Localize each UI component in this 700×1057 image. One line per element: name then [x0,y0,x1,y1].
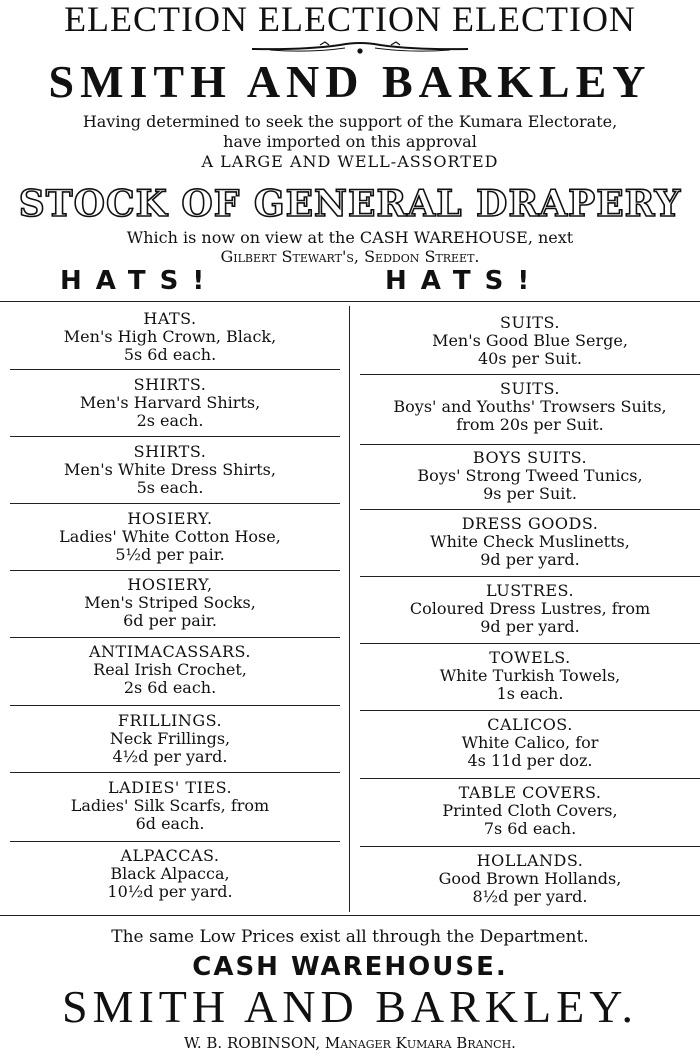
item-heading: HOSIERY. [127,509,213,528]
item-description: Real Irish Crochet, [93,660,247,679]
item-price: 7s 6d each. [483,819,577,838]
item-description: Men's Striped Socks, [84,593,256,612]
item-description: Good Brown Hollands, [438,869,622,888]
item-description: Boys' and Youths' Trowsers Suits, [393,397,667,416]
list-item [360,380,700,434]
item-description: White Calico, for [461,733,599,752]
item-divider [360,643,700,644]
item-heading: SUITS. [500,379,560,398]
list-item [360,582,700,636]
item-heading: CALICOS. [487,715,573,734]
item-description: Ladies' Silk Scarfs, from [70,796,270,815]
item-heading: SHIRTS. [133,442,207,461]
item-description: Ladies' White Cotton Hose, [59,527,281,546]
list-item [360,716,700,770]
list-item [360,515,700,569]
view-text [0,228,700,266]
item-price: 5s each. [136,478,204,497]
view-line-2: Gilbert Stewart's, Seddon Street. [220,247,480,266]
item-description: Black Alpacca, [110,864,230,883]
list-item [360,784,700,838]
column-divider [349,306,350,912]
list-item [0,443,340,497]
hats-banner-left [60,266,204,296]
item-price: 4½d per yard. [112,747,228,766]
item-divider [360,444,700,445]
item-divider [10,503,340,504]
list-item [0,510,340,564]
item-description: Boys' Strong Tweed Tunics, [417,466,643,485]
bottom-divider [0,915,700,916]
item-price: 5s 6d each. [123,345,217,364]
item-heading: FRILLINGS. [117,711,223,730]
intro-text [0,112,700,172]
item-description: White Turkish Towels, [439,666,621,685]
item-price: 1s each. [496,684,564,703]
list-item [360,852,700,906]
hats-word-left: HATS [60,266,193,296]
intro-line-2: have imported on this approval [223,132,477,151]
item-heading: TOWELS. [489,648,571,667]
item-heading: HOSIERY, [127,575,213,594]
hats-word-right: HATS [385,266,518,296]
item-description: Men's Good Blue Serge, [432,331,628,350]
item-heading: LUSTRES. [485,581,575,600]
list-item [360,649,700,703]
hats-exclaim-left: ! [192,266,205,296]
list-item [0,712,340,766]
hats-exclaim-right: ! [517,266,530,296]
item-heading: SUITS. [500,313,560,332]
item-price: 9s per Suit. [483,484,577,503]
item-price: 5½d per pair. [115,545,225,564]
hats-banner-right [385,266,529,296]
item-heading: BOYS SUITS. [472,448,588,467]
item-price: 4s 11d per doz. [467,751,593,770]
item-heading: ALPACCAS. [120,846,220,865]
item-price: 9d per yard. [480,617,580,636]
item-price: from 20s per Suit. [456,415,604,434]
item-divider [10,369,340,370]
firm-name-bottom: SMITH AND BARKLEY. [61,981,639,1032]
item-divider [10,570,340,571]
headline-election: ELECTION ELECTION ELECTION [64,0,636,39]
intro-line-3: A LARGE AND WELL-ASSORTED [201,152,499,171]
firm-name-top: SMITH AND BARKLEY [48,56,652,107]
item-description: Printed Cloth Covers, [442,801,618,820]
item-divider [360,374,700,375]
intro-line-1: Having determined to seek the support of the Kumara Electorate, [82,112,618,131]
item-description: Men's High Crown, Black, [63,327,277,346]
item-heading: HATS. [143,309,197,328]
item-price: 2s 6d each. [123,678,217,697]
item-divider [10,772,340,773]
item-price: 8½d per yard. [472,887,588,906]
item-divider [360,509,700,510]
manager-line: W. B. ROBINSON, Manager Kumara Branch. [184,1034,516,1052]
view-line-1: Which is now on view at the CASH WAREHOUSE, next [126,228,574,247]
item-price: 2s each. [136,411,204,430]
item-description: Men's White Dress Shirts, [64,460,276,479]
item-price: 6d per pair. [123,611,217,630]
ornament-divider-icon [250,40,470,56]
item-price: 10½d per yard. [107,882,233,901]
item-divider [360,576,700,577]
item-heading: SHIRTS. [133,375,207,394]
item-heading: HOLLANDS. [476,851,584,870]
item-heading: DRESS GOODS. [461,514,599,533]
item-heading: LADIES' TIES. [107,778,233,797]
top-divider [0,301,700,302]
list-item [0,310,340,364]
list-item [0,576,340,630]
item-divider [10,637,340,638]
list-item [360,314,700,368]
list-item [360,449,700,503]
item-heading: TABLE COVERS. [458,783,602,802]
item-price: 40s per Suit. [478,349,582,368]
list-item [0,847,340,901]
item-description: Coloured Dress Lustres, from [409,599,651,618]
item-divider [10,436,340,437]
item-divider [360,710,700,711]
low-prices-line: The same Low Prices exist all through the Department. [111,927,589,947]
item-divider [360,778,700,779]
cash-warehouse-heading: CASH WAREHOUSE. [192,952,508,982]
item-price: 6d each. [135,814,205,833]
stock-heading: STOCK OF GENERAL DRAPERY [18,183,682,225]
list-item [0,376,340,430]
item-description: White Check Muslinetts, [430,532,630,551]
list-item [0,643,340,697]
item-heading: ANTIMACASSARS. [89,642,251,661]
item-price: 9d per yard. [480,550,580,569]
item-description: Men's Harvard Shirts, [79,393,261,412]
item-divider [10,841,340,842]
item-description: Neck Frillings, [109,729,231,748]
list-item [0,779,340,833]
item-divider [10,705,340,706]
item-divider [360,846,700,847]
